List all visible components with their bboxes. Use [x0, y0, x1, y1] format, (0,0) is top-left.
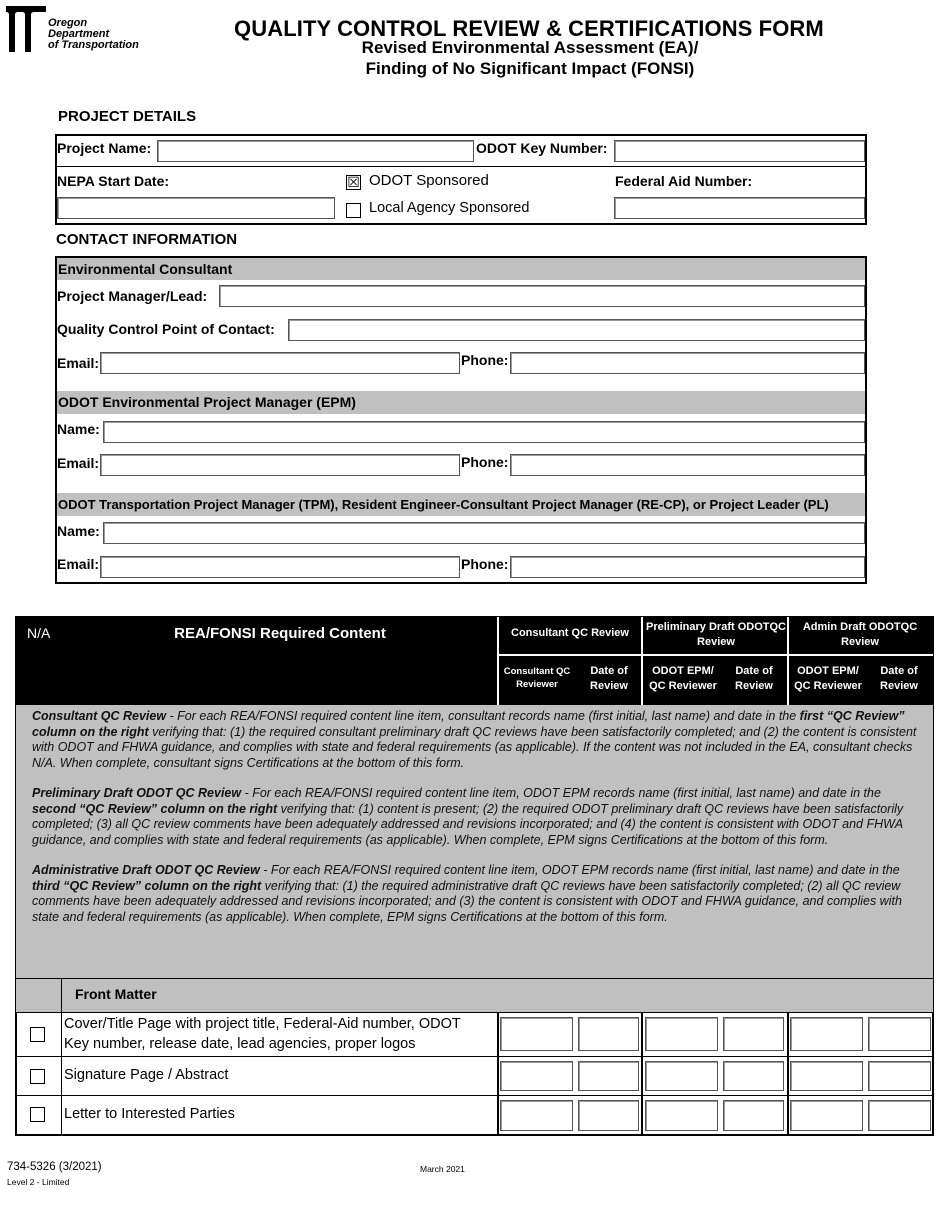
form-level: Level 2 - Limited	[7, 1177, 70, 1187]
consultant-email-label: Email:	[57, 355, 100, 371]
admin-epm-reviewer-header: ODOT EPM/ QC Reviewer	[794, 665, 862, 692]
item-letter-interested-parties: Letter to Interested Parties	[64, 1106, 235, 1122]
instruction-administrative: Administrative Draft ODOT QC Review - For each REA/FONSI required content line item, ODOT EPM records name (first initial, last name) and date in the third “QC Review” column on the right verifying that: (1) the required administrative draft QC reviews have been satisfactorily completed; (2) all QC review comments have been adequately addressed and revisions incorporated; and (3) the content is consistent with ODOT and FHWA guidance, and complies with state and federal requirements (as applicable). When complete, EPM signs Certifications at the bottom of this form.	[32, 863, 902, 924]
cover-consultant-date-input[interactable]	[578, 1017, 639, 1051]
item-signature-page: Signature Page / Abstract	[64, 1067, 229, 1083]
project-name-input[interactable]	[157, 140, 474, 162]
divider	[61, 1012, 62, 1135]
cover-admin-date-input[interactable]	[868, 1017, 931, 1051]
item-cover-title: Cover/Title Page with project title, Federal-Aid number, ODOT Key number, release date, lead agencies, proper logos	[64, 1016, 461, 1052]
required-content-header: REA/FONSI Required Content	[174, 625, 386, 642]
cover-prelim-date-input[interactable]	[723, 1017, 784, 1051]
letter-consultant-reviewer-input[interactable]	[500, 1100, 573, 1131]
preliminary-draft-header: Preliminary Draft ODOTQC Review	[646, 621, 786, 648]
letter-admin-reviewer-input[interactable]	[790, 1100, 863, 1131]
signature-admin-reviewer-input[interactable]	[790, 1061, 863, 1091]
admin-draft-header: Admin Draft ODOTQC Review	[802, 621, 918, 648]
qc-poc-label: Quality Control Point of Contact:	[57, 321, 275, 337]
qc-instructions	[16, 705, 933, 978]
key-number-input[interactable]	[614, 140, 865, 162]
local-agency-label: Local Agency Sponsored	[369, 200, 530, 216]
epm-phone-input[interactable]	[510, 454, 865, 476]
epm-email-input[interactable]	[100, 454, 460, 476]
odot-logo-icon	[4, 4, 48, 54]
tpm-phone-label: Phone:	[461, 556, 509, 572]
signature-admin-date-input[interactable]	[868, 1061, 931, 1091]
divider	[641, 617, 643, 705]
instruction-preliminary: Preliminary Draft ODOT QC Review - For each REA/FONSI required content line item, ODOT EPM records name (first initial, last name) and date in the second “QC Review” column on the right verifying that: (1) content is present; (2) the required ODOT preliminary draft QC reviews have been satisfactorily completed; (3) all QC review comments have been adequately addressed and revisions incorporated; and (4) the content is consistent with ODOT and FHWA guidance, and complies with state and federal requirements (as applicable). When complete, EPM signs Certifications at the bottom of this form.	[32, 786, 904, 847]
environmental-consultant-band: Environmental Consultant	[57, 258, 865, 280]
instruction-consultant: Consultant QC Review - For each REA/FONSI required content line item, consultant records name (first initial, last name) and date in the first “QC Review” column on the right verifying that: (1) the required consultant preliminary draft QC reviews have been satisfactorily completed; and (2) the content is consistent with ODOT and FHWA guidance, and complies with state and federal requirements (as applicable). If the content was not included in the EA, consultant checks N/A. When complete, consultant signs Certifications at the bottom of this form.	[32, 709, 917, 770]
tpm-phone-input[interactable]	[510, 556, 865, 578]
divider	[16, 1012, 933, 1013]
prelim-epm-reviewer-header: ODOT EPM/ QC Reviewer	[649, 665, 717, 692]
pm-lead-label: Project Manager/Lead:	[57, 288, 208, 304]
form-title: QUALITY CONTROL REVIEW & CERTIFICATIONS FORM	[234, 16, 824, 41]
item-letter-na-checkbox[interactable]	[30, 1107, 45, 1122]
tpm-band: ODOT Transportation Project Manager (TPM), Resident Engineer-Consultant Project Manager (RE-CP), or Project Leader (PL)	[57, 493, 865, 516]
local-agency-checkbox[interactable]	[346, 203, 361, 218]
consultant-email-input[interactable]	[100, 352, 460, 374]
odot-sponsored-label: ODOT Sponsored	[369, 172, 489, 189]
form-number: 734-5326 (3/2021)	[7, 1161, 102, 1173]
letter-prelim-reviewer-input[interactable]	[645, 1100, 718, 1131]
divider	[57, 166, 865, 167]
federal-aid-label: Federal Aid Number:	[615, 173, 753, 189]
divider	[641, 1012, 643, 1135]
contact-info-heading: CONTACT INFORMATION	[56, 231, 238, 248]
federal-aid-input[interactable]	[614, 197, 865, 219]
epm-email-label: Email:	[57, 455, 100, 471]
form-date: March 2021	[420, 1164, 465, 1174]
item-cover-na-checkbox[interactable]	[30, 1027, 45, 1042]
divider	[497, 654, 933, 656]
letter-admin-date-input[interactable]	[868, 1100, 931, 1131]
item-signature-na-checkbox[interactable]	[30, 1069, 45, 1084]
nepa-start-input[interactable]	[57, 197, 335, 219]
prelim-date-header: Date of Review	[735, 665, 773, 692]
consultant-reviewer-header: Consultant QC Reviewer	[503, 666, 571, 690]
form-subtitle-line1: Revised Environmental Assessment (EA)/	[361, 38, 699, 57]
odot-sponsored-checkbox[interactable]: ☒	[347, 174, 360, 190]
tpm-name-input[interactable]	[103, 522, 865, 544]
divider	[16, 1056, 933, 1057]
consultant-phone-label: Phone:	[461, 352, 509, 368]
epm-band: ODOT Environmental Project Manager (EPM)	[57, 391, 865, 414]
na-column-header: N/A	[27, 625, 51, 641]
project-name-label: Project Name:	[57, 140, 152, 156]
project-details-heading: PROJECT DETAILS	[58, 108, 197, 125]
epm-name-input[interactable]	[103, 421, 865, 443]
signature-consultant-date-input[interactable]	[578, 1061, 639, 1091]
signature-prelim-date-input[interactable]	[723, 1061, 784, 1091]
consultant-qc-review-header: Consultant QC Review	[511, 627, 629, 639]
signature-prelim-reviewer-input[interactable]	[645, 1061, 718, 1091]
consultant-date-header: Date of Review	[590, 665, 628, 692]
tpm-name-label: Name:	[57, 523, 100, 539]
qc-poc-input[interactable]	[288, 319, 865, 341]
cover-prelim-reviewer-input[interactable]	[645, 1017, 718, 1051]
cover-consultant-reviewer-input[interactable]	[500, 1017, 573, 1051]
divider	[16, 1095, 933, 1096]
form-subtitle-line2: Finding of No Significant Impact (FONSI)	[365, 59, 695, 78]
front-matter-heading: Front Matter	[75, 986, 157, 1002]
admin-date-header: Date of Review	[880, 665, 918, 692]
tpm-email-label: Email:	[57, 556, 100, 572]
cover-admin-reviewer-input[interactable]	[790, 1017, 863, 1051]
divider	[497, 1012, 499, 1135]
divider	[787, 617, 789, 705]
divider	[787, 1012, 789, 1135]
epm-name-label: Name:	[57, 421, 100, 437]
nepa-start-label: NEPA Start Date:	[57, 173, 170, 189]
pm-lead-input[interactable]	[219, 285, 865, 307]
tpm-email-input[interactable]	[100, 556, 460, 578]
letter-consultant-date-input[interactable]	[578, 1100, 639, 1131]
divider	[61, 979, 62, 1012]
org-name: Oregon Department of Transportation	[48, 17, 139, 51]
signature-consultant-reviewer-input[interactable]	[500, 1061, 573, 1091]
key-number-label: ODOT Key Number:	[476, 140, 608, 156]
epm-phone-label: Phone:	[461, 454, 509, 470]
letter-prelim-date-input[interactable]	[723, 1100, 784, 1131]
consultant-phone-input[interactable]	[510, 352, 865, 374]
